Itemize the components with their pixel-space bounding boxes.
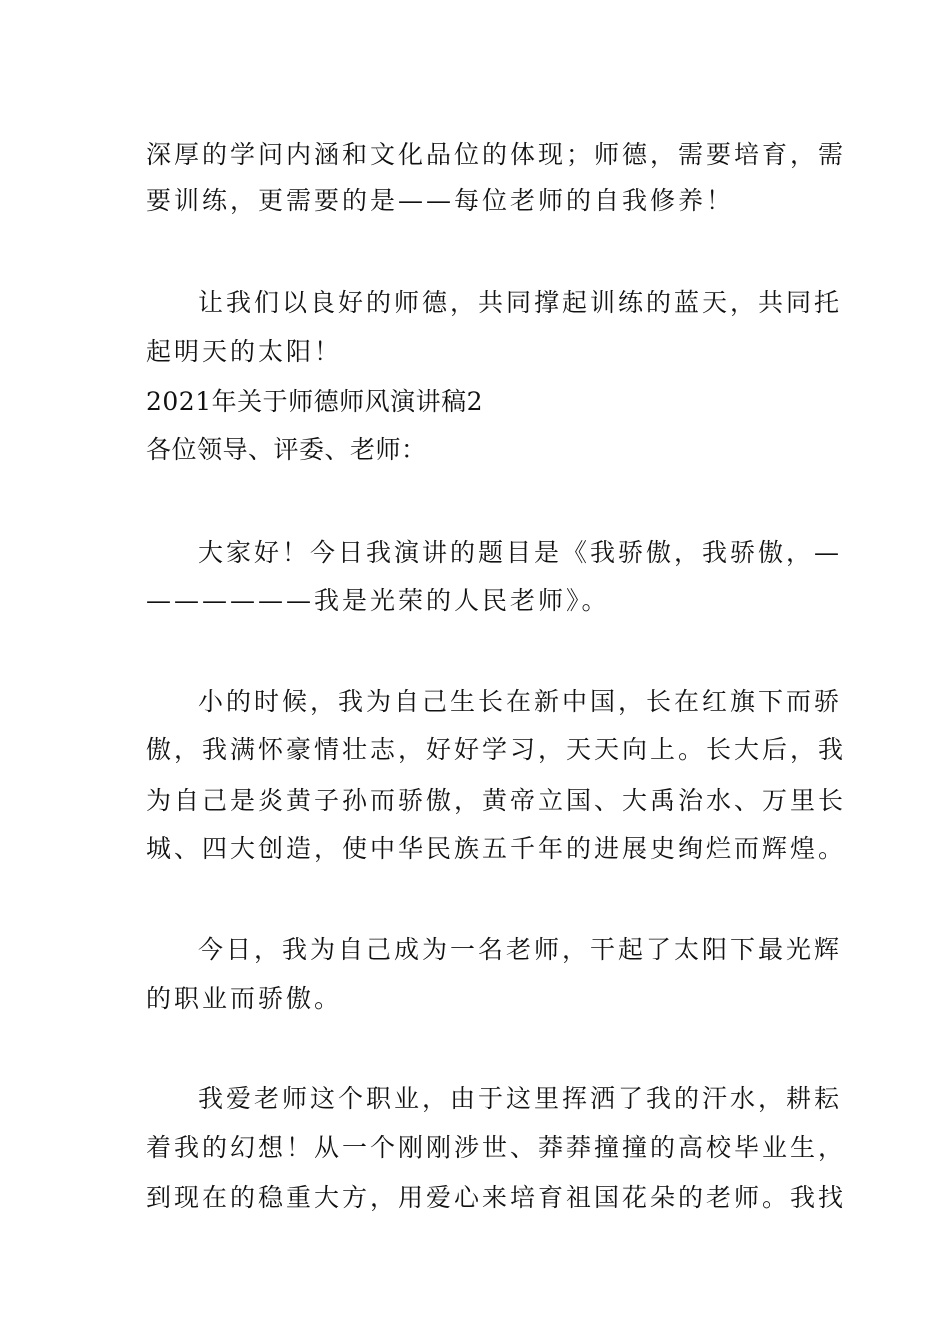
text-line: 让我们以良好的师德，共同撑起训练的蓝天，共同托 <box>198 288 843 317</box>
text-line: 的职业而骄傲。 <box>146 984 343 1013</box>
text-line: 大家好！今日我演讲的题目是《我骄傲，我骄傲，— <box>198 538 843 567</box>
text-line: 到现在的稳重大方，用爱心来培育祖国花朵的老师。我找 <box>146 1183 847 1212</box>
text-line: 我爱老师这个职业，由于这里挥洒了我的汗水，耕耘 <box>198 1084 843 1113</box>
text-line: 为自己是炎黄子孙而骄傲，黄帝立国、大禹治水、万里长 <box>146 786 847 815</box>
text-line: ——————我是光荣的人民老师》。 <box>146 586 610 615</box>
text-line: 起明天的太阳！ <box>146 337 343 366</box>
text-line: 深厚的学问内涵和文化品位的体现；师德，需要培育，需 <box>146 140 847 169</box>
text-line: 着我的幻想！从一个刚刚涉世、莽莽撞撞的高校毕业生， <box>146 1133 847 1162</box>
text-line: 要训练，更需要的是——每位老师的自我修养！ <box>146 186 735 215</box>
text-line: 傲，我满怀豪情壮志，好好学习，天天向上。长大后，我 <box>146 735 847 764</box>
section-heading: 2021年关于师德师风演讲稿2 <box>146 387 484 416</box>
salutation: 各位领导、评委、老师： <box>146 435 427 464</box>
text-line: 今日，我为自己成为一名老师，干起了太阳下最光辉 <box>198 935 843 964</box>
text-line: 城、四大创造，使中华民族五千年的进展史绚烂而辉煌。 <box>146 834 847 863</box>
text-line: 小的时候，我为自己生长在新中国，长在红旗下而骄 <box>198 687 843 716</box>
